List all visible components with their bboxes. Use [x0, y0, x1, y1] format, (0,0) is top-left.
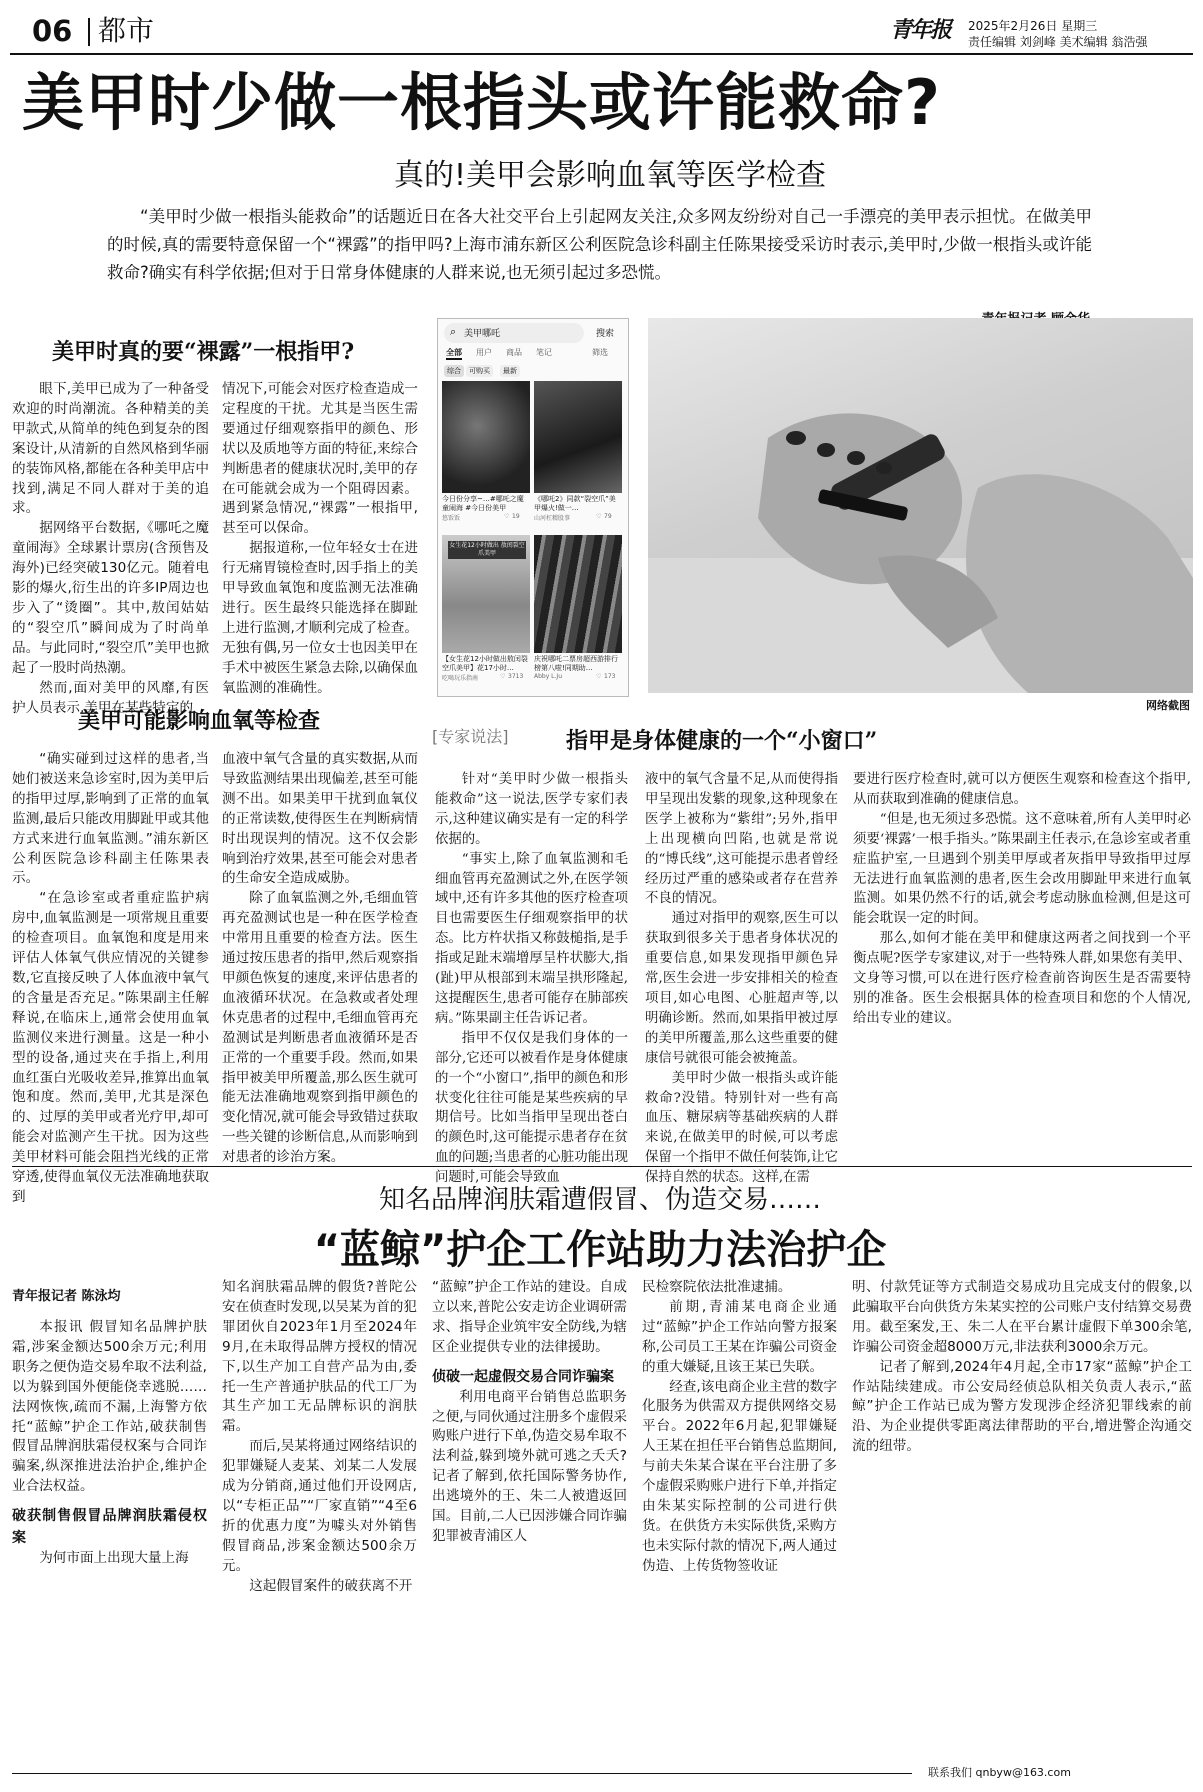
- paragraph: 液中的氧气含量不足,从而使得指甲呈现出发紫的现象,这种现象在医学上被称为“紫绀”;另外,指甲上出现横向凹陷,也就是常说的“博氏线”,这可能提示患者曾经经历过严重的感染或者存在营养不良的情况。: [645, 772, 838, 907]
- app-screenshot: [437, 318, 629, 697]
- article-divider: [12, 1166, 1192, 1167]
- search-icon: ⌕: [450, 325, 457, 338]
- card-image: [534, 535, 622, 653]
- paragraph: “在急诊室或者重症监护病房中,血氧监测是一项常规且重要的检查项目。血氧饱和度是用来评估人体氧气供应情况的关键参数,它直接反映了人体血液中氧气的含量是否充足。”陈果副主任解释说,在临床上,通常会使用血氧监测仪来进行测量。这是一种小型的设备,通过夹在手指上,利用血红蛋白光吸收差异,推算出血氧饱和度。然而,美甲,尤其是深色的、过厚的美甲或者光疗甲,却可能会对监测产生干扰。因为这些美甲材料可能会阻挡光线的正常穿透,使得血氧仪无法准确地获取到: [12, 890, 209, 1205]
- result-card[interactable]: [534, 535, 622, 693]
- footer-contact: 联系我们 qnbyw@163.com: [928, 1766, 1071, 1779]
- tab-all[interactable]: 全部: [446, 347, 462, 360]
- heart-icon: ♡: [596, 673, 602, 680]
- result-card[interactable]: [534, 381, 622, 531]
- paragraph: 记者了解到,2024年4月起,全市17家“蓝鲸”护企工作站陆续建成。市公安局经侦总队相关负责人表示,“蓝鲸”护企工作站已成为警方发现涉企经济犯罪线索的前沿、为企业提供零距离法律帮助的平台,增进警企沟通交流的纽带。: [852, 1358, 1192, 1455]
- article2-column-1: [12, 1318, 207, 1768]
- article2-column-3: [432, 1278, 627, 1768]
- paragraph: 前期,青浦某电商企业通过“蓝鲸”护企工作站向警方报案称,公司员工王某在诈骗公司资金的重大嫌疑,且该王某已失联。: [642, 1298, 837, 1375]
- paragraph: 而后,吴某将通过网络结识的犯罪嫌疑人麦某、刘某二人发展成为分销商,通过他们开设网店,以“专柜正品”“厂家直销”“4至6折的优惠力度”为噱头对外销售假冒商品,涉案金额达500余万元。: [222, 1438, 417, 1574]
- card-image: [534, 381, 622, 493]
- paragraph: “事实上,除了血氧监测和毛细血管再充盈测试之外,在医学领域中,还有许多其他的医疗检查项目也需要医生仔细观察指甲的状态。比方杵状指又称鼓槌指,是手指或足趾末端增厚呈杵状膨大,指(趾)甲从根部到末端呈拱形隆起,这提醒医生,患者可能存在肺部疾病。”陈果副主任告诉记者。: [435, 851, 628, 1026]
- search-button[interactable]: 搜索: [596, 329, 615, 339]
- section1-title: 美甲时真的要“裸露”一根指甲?: [52, 339, 355, 365]
- article2-headline: “蓝鲸”护企工作站助力法治护企: [313, 1227, 887, 1273]
- card-image: [442, 535, 530, 653]
- main-headline: 美甲时少做一根指头或许能救命?: [22, 66, 941, 139]
- paragraph: “蓝鲸”护企工作站的建设。自成立以来,普陀公安走访企业调研需求、指导企业筑牢安全防线,为辖区企业提供专业的法律援助。: [432, 1279, 627, 1355]
- card-title: 今日份分享~…#哪吒之魔童闹海 #今日份美甲: [442, 495, 524, 512]
- card-title: 《哪吒2》同款“裂空爪”美甲爆火!做一…: [534, 495, 616, 512]
- main-subheadline: 真的!美甲会影响血氧等医学检查: [393, 158, 827, 193]
- paragraph: 知名润肤霜品牌的假货?普陀公安在侦查时发现,以吴某为首的犯罪团伙自2023年1月至2024年9月,在未取得品牌方授权的情况下,以生产加工自营产品为由,委托一生产普通护肤品的代工厂为其生产加工无品牌标识的润肤霜。: [222, 1279, 417, 1435]
- card-likes: 3713: [508, 673, 524, 680]
- photo-caption: 网络截图: [1146, 699, 1190, 712]
- article2-column-5: [852, 1278, 1192, 1768]
- expert-column-3: [853, 770, 1191, 1150]
- result-tabs: [446, 347, 622, 363]
- paragraph: 眼下,美甲已成为了一种备受欢迎的时尚潮流。各种精美的美甲款式,从简单的纯色到复杂的图案设计,从清新的自然风格到华丽的装饰风格,都能在各种美甲店中找到,满足不同人群对于美的追求。: [12, 381, 209, 517]
- card-banner: 女生花12小时做出 敖闰裂空爪美甲: [449, 542, 525, 557]
- card-user: Abby L.Ju: [534, 673, 563, 680]
- heart-icon: ♡: [596, 513, 602, 520]
- search-input[interactable]: 美甲哪吒: [464, 329, 501, 339]
- paragraph: 除了血氧监测之外,毛细血管再充盈测试也是一种在医学检查中常用且重要的检查方法。医生通过按压患者的指甲,然后观察指甲颜色恢复的速度,来评估患者的血液循环状况。在急救或者处理休克患者的过程中,毛细血管再充盈测试是判断患者血液循环是否正常的一个重要手段。然而,如果指甲被美甲所覆盖,那么医生就可能无法准确地观察到指甲颜色的变化情况,就可能会导致错过获取一些关键的诊断信息,从而影响到对患者的诊治方案。: [222, 890, 418, 1166]
- date-line: 2025年2月26日 星期三: [968, 19, 1098, 33]
- paragraph: 据网络平台数据,《哪吒之魔童闹海》全球累计票房(含预售及海外)已经突破130亿元。随着电影的爆火,衍生出的许多IP周边也步入了“烫圈”。其中,敖闰姑姑的“裂空爪”瞬间成为了时尚单品。与此同时,“裂空爪”美甲也掀起了一股时尚热潮。: [12, 520, 209, 676]
- result-card[interactable]: [442, 535, 530, 693]
- header-divider: [88, 18, 90, 46]
- section2-title: 美甲可能影响血氧等检查: [78, 708, 321, 734]
- paragraph: 要进行医疗检查时,就可以方便医生观察和检查这个指甲,从而获取到准确的健康信息。: [853, 772, 1191, 807]
- paragraph: “确实碰到过这样的患者,当她们被送来急诊室时,因为美甲后的指甲过厚,影响到了正常的血氧监测,最后只能改用脚趾甲或其他方式来进行血氧监测。”浦东新区公利医院急诊科副主任陈果表示。: [12, 751, 209, 887]
- page-number: 06: [32, 14, 73, 48]
- card-likes: 79: [604, 513, 612, 520]
- chip-comprehensive[interactable]: 综合: [444, 365, 464, 377]
- editors-line: 责任编辑 刘剑峰 美术编辑 翁浩强: [968, 35, 1148, 49]
- expert-title: 指甲是身体健康的一个“小窗口”: [566, 728, 878, 754]
- result-card[interactable]: [442, 381, 530, 531]
- tab-users[interactable]: 用户: [476, 348, 492, 357]
- card-user: 吃喝玩乐指南: [442, 675, 479, 682]
- paragraph: 这起假冒案件的破获离不开: [249, 1577, 413, 1594]
- paragraph: 本报讯 假冒知名品牌护肤霜,涉案金额达500余万元;利用职务之便伪造交易牟取不法利益,以为躲到国外便能侥幸逃脱……法网恢恢,疏而不漏,上海警方依托“蓝鲸”护企工作站,破获制售假冒品牌润肤霜侵权案与合同诈骗案,纵深推进法治护企,维护企业合法权益。: [12, 1319, 207, 1495]
- lead-paragraph: “美甲时少做一根指头能救命”的话题近日在各大社交平台上引起网友关注,众多网友纷纷对自己一手漂亮的美甲表示担忧。在做美甲的时候,真的需要特意保留一个“裸露”的指甲吗?上海市浦东新区公利医院急诊科副主任陈果接受采访时表示,美甲时,少做一根指头或许能救命?确实有科学依据;但对于日常身体健康的人群来说,也无须引起过多恐慌。: [107, 207, 1092, 282]
- paragraph: 美甲时少做一根指头或许能救命?没错。特别针对一些有高血压、糖尿病等基础疾病的人群来说,在做美甲的时候,可以考虑保留一个指甲不做任何装饰,让它保持自然的状态。这样,在需: [645, 1070, 838, 1186]
- manicure-photo: [648, 318, 1193, 693]
- section-name: 都市: [98, 14, 155, 47]
- paragraph: 据报道称,一位年轻女士在进行无痛胃镜检查时,因手指上的美甲导致血氧饱和度监测无法准确进行。医生最终只能选择在脚趾上进行监测,才顺利完成了检查。无独有偶,另一位女士也因美甲在手术中被医生紧急去除,以确保血氧监测的准确性。: [222, 540, 418, 696]
- paragraph: 明、付款凭证等方式制造交易成功且完成支付的假象,以此骗取平台向供货方朱某实控的公司账户支付结算交易费用。截至案发,王、朱二人在平台累计虚假下单300余笔,诈骗公司资金超8000万元,非法获利3000余万元。: [852, 1279, 1192, 1355]
- footer-rule: [12, 1773, 912, 1774]
- expert-column-1: [435, 770, 628, 1186]
- filter-button[interactable]: 筛选: [592, 348, 608, 357]
- paragraph: 情况下,可能会对医疗检查造成一定程度的干扰。尤其是当医生需要通过仔细观察指甲的颜色、形状以及质地等方面的特征,来综合判断患者的健康状况时,美甲的存在可能就会成为一个阻碍因素。遇到紧急情况,“裸露”一根指甲,甚至可以保命。: [222, 381, 418, 537]
- paragraph: 指甲不仅仅是我们身体的一部分,它还可以被看作是身体健康的一个“小窗口”,指甲的颜色和形状变化往往可能是某些疾病的早期信号。比如当指甲呈现出苍白的颜色时,这可能提示患者存在贫血的问题;当患者的心脏功能出现问题时,可能会导致血: [435, 1030, 628, 1186]
- paragraph: 利用电商平台销售总监职务之便,与同伙通过注册多个虚假采购账户进行下单,伪造交易牟取不法利益,躲到境外就可逃之夭夭?记者了解到,依托国际警务协作,出逃境外的王、朱二人被遣返回国。目前,二人已因涉嫌合同诈骗犯罪被青浦区人: [432, 1388, 627, 1544]
- paragraph: 然而,面对美甲的风靡,有医护人员表示,美甲在某些特定的: [12, 679, 209, 716]
- card-title: 【女生花12小时做出敖闰裂空爪美甲】花17小时…: [442, 655, 528, 672]
- expert-tag: [专家说法]: [432, 727, 509, 746]
- paragraph: “但是,也无须过多恐慌。这不意味着,所有人美甲时必须要‘裸露’一根手指头。”陈果副主任表示,在急诊室或者重症监护室,一旦遇到个别美甲厚或者灰指甲导致指甲过厚无法进行血氧监测的患者,医生会改用脚趾甲来进行血氧监测。如果仍然不行的话,就会考虑动脉血检测,但是这可能会耽误一定的时间。: [853, 811, 1191, 927]
- section1-column-2: [222, 380, 418, 696]
- paragraph: 那么,如何才能在美甲和健康这两者之间找到一个平衡点呢?医学专家建议,对于一些特殊人群,如果您有美甲、文身等习惯,可以在进行医疗检查前咨询医生是否需要特别的准备。医生会根据具体的检查项目和您的个人情况,给出专业的建议。: [853, 931, 1191, 1026]
- paragraph: 通过对指甲的观察,医生可以获取到很多关于患者身体状况的重要信息,如果发现指甲颜色异常,医生会进一步安排相关的检查项目,如心电图、心脏超声等,以明确诊断。然而,如果指甲被过厚的美甲所覆盖,那么这些重要的健康信号就很可能会被掩盖。: [645, 911, 838, 1066]
- article2-kicker: 知名品牌润肤霜遭假冒、伪造交易……: [378, 1185, 821, 1215]
- paragraph: 为何市面上出现大量上海: [39, 1550, 189, 1567]
- article2-byline: 青年报记者 陈泳均: [12, 1289, 121, 1304]
- article2-subhead-2: 侦破一起虚假交易合同诈骗案: [432, 1368, 614, 1385]
- card-title: 庆祝哪吒二票房超西游排行榜第八啦!同期助…: [534, 655, 618, 672]
- card-image: [442, 381, 530, 493]
- paragraph: 民检察院依法批准逮捕。: [642, 1279, 792, 1295]
- article2-subhead-1: 破获制售假冒品牌润肤霜侵权案: [12, 1508, 207, 1547]
- header-rule: [10, 53, 1193, 55]
- card-likes: 19: [512, 513, 520, 520]
- article2-column-2: [222, 1278, 417, 1768]
- tab-products[interactable]: 商品: [506, 348, 522, 357]
- paragraph: 针对“美甲时少做一根指头能救命”这一说法,医学专家们表示,这种建议确实是有一定的科学依据的。: [435, 772, 628, 847]
- paragraph: 经查,该电商企业主营的数字化服务为供需双方提供网络交易平台。2022年6月起,犯罪嫌疑人王某在担任平台销售总监期间,与前夫朱某合谋在平台注册了多个虚假采购账户进行下单,并指定由朱某实际控制的公司进行供货。在供货方未实际供货,采购方也未实际付款的情况下,两人通过伪造、上传货物签收证: [642, 1378, 837, 1574]
- heart-icon: ♡: [500, 673, 506, 680]
- card-user: 山河杠精股事: [534, 515, 571, 522]
- section2-column-2: [222, 750, 418, 1166]
- paragraph: 血液中氧气含量的真实数据,从而导致监测结果出现偏差,甚至可能测不出。如果美甲干扰到血氧仪的正常读数,使得医生在判断病情时出现误判的情况。这不仅会影响到治疗效果,甚至可能会对患者的生命安全造成威胁。: [222, 751, 418, 887]
- chip-purchasable[interactable]: 可购买: [466, 365, 493, 377]
- section2-column-1: [12, 750, 209, 1205]
- card-likes: 173: [604, 673, 616, 680]
- article2-column-4: [642, 1278, 837, 1768]
- newspaper-logo: 青年报: [890, 17, 951, 43]
- card-user: 悠饭饭: [442, 515, 461, 522]
- expert-column-2: [645, 770, 838, 1186]
- chip-latest[interactable]: 最新: [500, 365, 520, 377]
- heart-icon: ♡: [504, 513, 510, 520]
- tab-notes[interactable]: 笔记: [536, 348, 552, 357]
- section1-column-1: [12, 380, 209, 716]
- manicure-illustration: [648, 318, 1193, 693]
- search-bar[interactable]: [444, 323, 584, 343]
